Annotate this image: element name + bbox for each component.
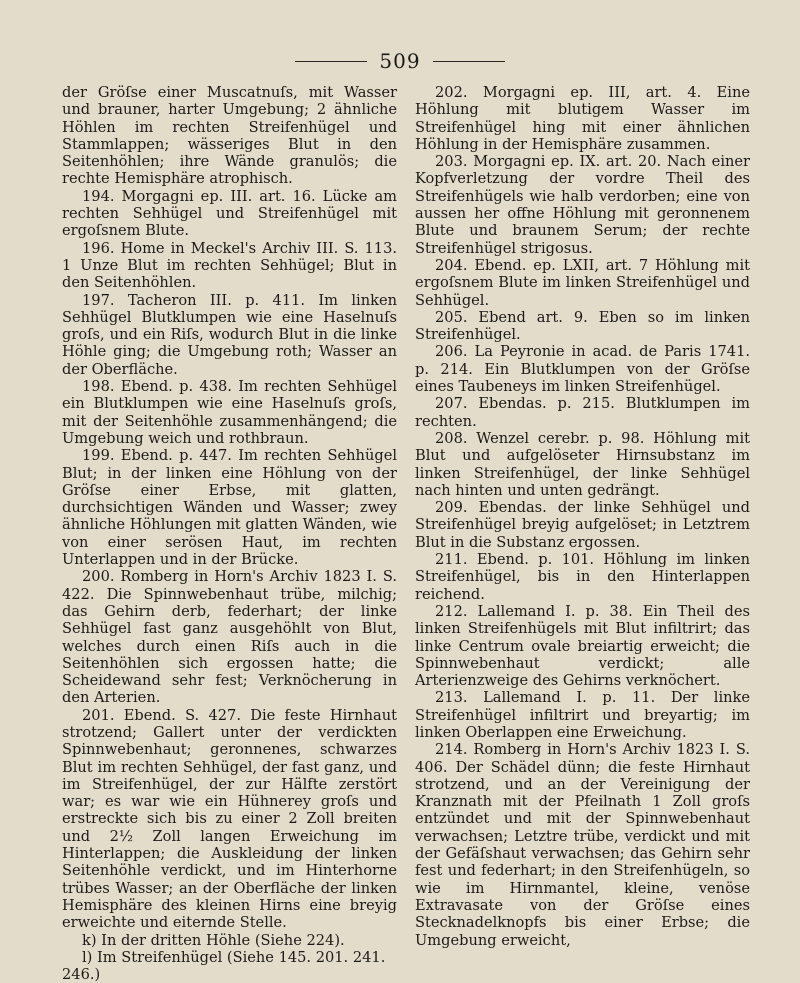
left-column bbox=[62, 84, 397, 983]
entry-202: 202. Morgagni ep. III, art. 4. Eine Höhlung mit blutigem Wasser im Streifenhügel hing mit einer ähnlichen Höhlung in der Hemisphäre zusammen. bbox=[415, 84, 750, 153]
entry-200: 200. Romberg in Horn's Archiv 1823 I. S. 422. Die Spinnwebenhaut trübe, milchig; das Gehirn derb, federhart; der linke Sehhügel fast ganz ausgehöhlt von Blut, welches durch einen Riſs auch in die Seitenhöhlen sich ergossen hatte; die Scheidewand sehr fest; Verknöcherung in den Arterien. bbox=[62, 568, 397, 707]
entry-198: 198. Ebend. p. 438. Im rechten Sehhügel ein Blutklumpen wie eine Haselnuſs groſs, mit der Seitenhöhle zusammenhängend; die Umgebung weich und rothbraun. bbox=[62, 378, 397, 447]
entry-207: 207. Ebendas. p. 215. Blutklumpen im rechten. bbox=[415, 395, 750, 430]
section-heading-l: l) Im Streifenhügel (Siehe 145. 201. 241. 246.) bbox=[62, 948, 386, 983]
header-rule-right bbox=[433, 61, 505, 62]
entry-213: 213. Lallemand I. p. 11. Der linke Streifenhügel infiltrirt und breyartig; im linken Oberlappen eine Erweichung. bbox=[415, 689, 750, 741]
entry-211: 211. Ebend. p. 101. Höhlung im linken Streifenhügel, bis in den Hinterlappen reichend. bbox=[415, 551, 750, 603]
entry-205: 205. Ebend art. 9. Eben so im linken Streifenhügel. bbox=[415, 308, 750, 344]
entry-199: 199. Ebend. p. 447. Im rechten Sehhügel Blut; in der linken eine Höhlung von der Gröſse einer Erbse, mit glatten, durchsichtigen Wänden und Wasser; zwey ähnliche Höhlungen mit glatten Wänden, wie von einer serösen Haut, im rechten Unterlappen und in der Brücke. bbox=[62, 447, 397, 569]
entry-206: 206. La Peyronie in acad. de Paris 1741. p. 214. Ein Blutklumpen von der Gröſse eines Taubeneys im linken Streifenhügel. bbox=[415, 343, 750, 396]
header-rule-left bbox=[295, 61, 367, 62]
entry-214: 214. Romberg in Horn's Archiv 1823 I. S. 406. Der Schädel dünn; die feste Hirnhaut strotzend, und an der Vereinigung der Kranznath mit der Pfeilnath 1 Zoll groſs entzündet und mit der Spinnwebenhaut verwachsen; Letztre trübe, verdickt und mit der Gefäſshaut verwachsen; das Gehirn sehr fest und federhart; in den Streifenhügeln, so wie im Hirnmantel, kleine, venöse Extravasate von der Gröſse eines Stecknadelknopfs bis einer Erbse; die Umgebung erweicht, bbox=[415, 741, 750, 949]
paragraph-continuation: der Gröſse einer Muscatnuſs, mit Wasser und brauner, harter Umgebung; 2 ähnliche Höhlen im rechten Streifenhügel und Stammlappen; wässeriges Blut in den Seitenhöhlen; ihre Wände granulös; die rechte Hemisphäre atrophisch. bbox=[62, 84, 397, 188]
right-column bbox=[415, 84, 750, 949]
page-number: 509 bbox=[379, 49, 421, 73]
entry-197: 197. Tacheron III. p. 411. Im linken Sehhügel Blutklumpen wie eine Haselnuſs groſs, und ein Riſs, wodurch Blut in die linke Höhle ging; die Umgebung roth; Wasser an der Oberfläche. bbox=[62, 291, 397, 378]
entry-194: 194. Morgagni ep. III. art. 16. Lücke am rechten Sehhügel und Streifenhügel mit ergoſsnem Blute. bbox=[62, 187, 397, 240]
section-heading-k: k) In der dritten Höhle (Siehe 224). bbox=[82, 931, 345, 949]
entry-209: 209. Ebendas. der linke Sehhügel und Streifenhügel breyig aufgelöset; in Letztrem Blut in die Substanz ergossen. bbox=[415, 499, 750, 551]
entry-203: 203. Morgagni ep. IX. art. 20. Nach einer Kopfverletzung der vordre Theil des Streifenhügels wie halb verdorben; eine von aussen her offne Höhlung mit geronnenem Blute und braunem Serum; der rechte Streifenhügel strigosus. bbox=[415, 153, 750, 257]
entry-208: 208. Wenzel cerebr. p. 98. Höhlung mit Blut und aufgelöseter Hirnsubstanz im linken Streifenhügel, der linke Sehhügel nach hinten und unten gedrängt. bbox=[415, 429, 750, 499]
entry-201: 201. Ebend. S. 427. Die feste Hirnhaut strotzend; Gallert unter der verdickten Spinnwebenhaut; geronnenes, schwarzes Blut im rechten Sehhügel, der fast ganz, und im Streifenhügel, der zur Hälfte zerstört war; es war wie ein Hühnerey groſs und erstreckte sich bis zu einer 2 Zoll breiten und 2½ Zoll langen Erweichung im Hinterlappen; die Auskleidung der linken Seitenhöhle verdickt, und im Hinterhorne trübes Wasser; an der Oberfläche der linken Hemisphäre des kleinen Hirns eine breyig erweichte und eiternde Stelle. bbox=[62, 706, 397, 932]
entry-212: 212. Lallemand I. p. 38. Ein Theil des linken Streifenhügels mit Blut infiltrirt; das linke Centrum ovale breiartig erweicht; die Spinnwebenhaut verdickt; alle Arterienzweige des Gehirns verknöchert. bbox=[415, 602, 750, 690]
page-header bbox=[0, 44, 800, 78]
entry-204: 204. Ebend. ep. LXII, art. 7 Höhlung mit ergoſsnem Blute im linken Streifenhügel und Sehhügel. bbox=[415, 256, 750, 309]
entry-196: 196. Home in Meckel's Archiv III. S. 113. 1 Unze Blut im rechten Sehhügel; Blut in den Seitenhöhlen. bbox=[62, 239, 397, 292]
